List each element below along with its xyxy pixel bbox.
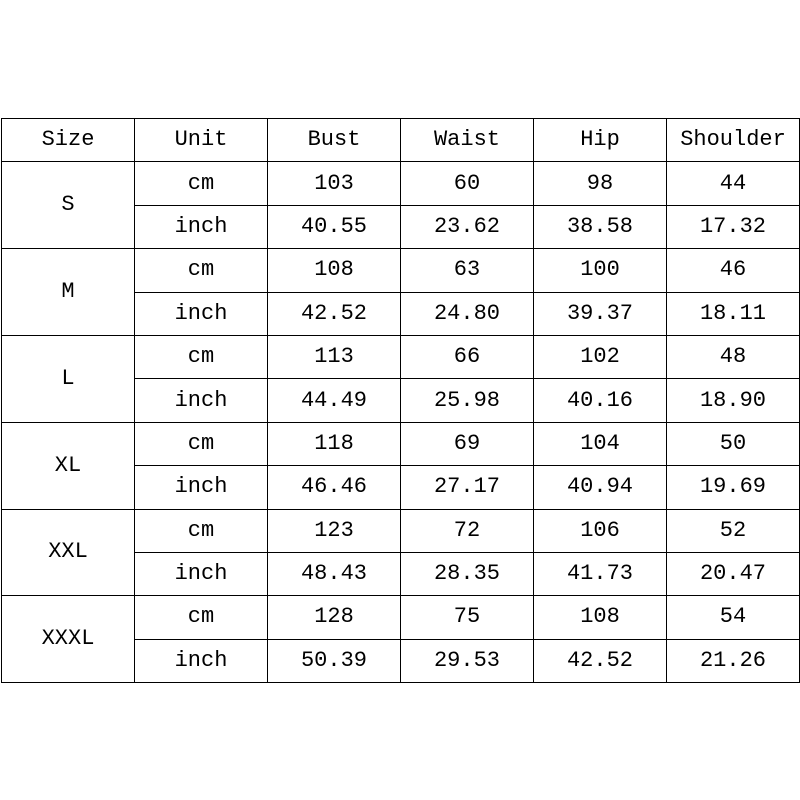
shoulder-cell: 18.90 [667, 379, 800, 422]
unit-cell: inch [135, 205, 268, 248]
bust-cell: 118 [268, 422, 401, 465]
table-row [2, 596, 800, 639]
hip-cell: 98 [534, 162, 667, 205]
header-size: Size [2, 119, 135, 162]
header-shoulder: Shoulder [667, 119, 800, 162]
hip-cell: 104 [534, 422, 667, 465]
header-bust: Bust [268, 119, 401, 162]
size-cell: XXL [2, 509, 135, 596]
size-cell: XXXL [2, 596, 135, 683]
shoulder-cell: 46 [667, 249, 800, 292]
bust-cell: 46.46 [268, 466, 401, 509]
shoulder-cell: 50 [667, 422, 800, 465]
unit-cell: inch [135, 466, 268, 509]
table-row [2, 335, 800, 378]
unit-cell: cm [135, 249, 268, 292]
waist-cell: 72 [401, 509, 534, 552]
hip-cell: 100 [534, 249, 667, 292]
header-unit: Unit [135, 119, 268, 162]
unit-cell: cm [135, 422, 268, 465]
bust-cell: 42.52 [268, 292, 401, 335]
waist-cell: 63 [401, 249, 534, 292]
hip-cell: 108 [534, 596, 667, 639]
hip-cell: 40.94 [534, 466, 667, 509]
bust-cell: 113 [268, 335, 401, 378]
size-chart-table [1, 118, 800, 683]
waist-cell: 60 [401, 162, 534, 205]
unit-cell: cm [135, 335, 268, 378]
waist-cell: 23.62 [401, 205, 534, 248]
bust-cell: 50.39 [268, 639, 401, 682]
shoulder-cell: 21.26 [667, 639, 800, 682]
size-cell: XL [2, 422, 135, 509]
unit-cell: cm [135, 596, 268, 639]
waist-cell: 25.98 [401, 379, 534, 422]
unit-cell: inch [135, 379, 268, 422]
unit-cell: inch [135, 552, 268, 595]
table-row [2, 509, 800, 552]
hip-cell: 38.58 [534, 205, 667, 248]
hip-cell: 39.37 [534, 292, 667, 335]
size-cell: M [2, 249, 135, 336]
unit-cell: inch [135, 292, 268, 335]
hip-cell: 40.16 [534, 379, 667, 422]
shoulder-cell: 18.11 [667, 292, 800, 335]
table-row [2, 249, 800, 292]
shoulder-cell: 52 [667, 509, 800, 552]
waist-cell: 75 [401, 596, 534, 639]
waist-cell: 27.17 [401, 466, 534, 509]
waist-cell: 28.35 [401, 552, 534, 595]
shoulder-cell: 44 [667, 162, 800, 205]
hip-cell: 106 [534, 509, 667, 552]
waist-cell: 66 [401, 335, 534, 378]
size-cell: S [2, 162, 135, 249]
shoulder-cell: 48 [667, 335, 800, 378]
waist-cell: 69 [401, 422, 534, 465]
size-cell: L [2, 335, 135, 422]
hip-cell: 41.73 [534, 552, 667, 595]
shoulder-cell: 54 [667, 596, 800, 639]
waist-cell: 24.80 [401, 292, 534, 335]
bust-cell: 103 [268, 162, 401, 205]
table-row [2, 162, 800, 205]
waist-cell: 29.53 [401, 639, 534, 682]
header-row [2, 119, 800, 162]
bust-cell: 48.43 [268, 552, 401, 595]
header-waist: Waist [401, 119, 534, 162]
hip-cell: 102 [534, 335, 667, 378]
unit-cell: cm [135, 509, 268, 552]
shoulder-cell: 20.47 [667, 552, 800, 595]
hip-cell: 42.52 [534, 639, 667, 682]
bust-cell: 108 [268, 249, 401, 292]
shoulder-cell: 19.69 [667, 466, 800, 509]
shoulder-cell: 17.32 [667, 205, 800, 248]
unit-cell: cm [135, 162, 268, 205]
table-row [2, 422, 800, 465]
bust-cell: 123 [268, 509, 401, 552]
unit-cell: inch [135, 639, 268, 682]
bust-cell: 128 [268, 596, 401, 639]
bust-cell: 40.55 [268, 205, 401, 248]
bust-cell: 44.49 [268, 379, 401, 422]
header-hip: Hip [534, 119, 667, 162]
